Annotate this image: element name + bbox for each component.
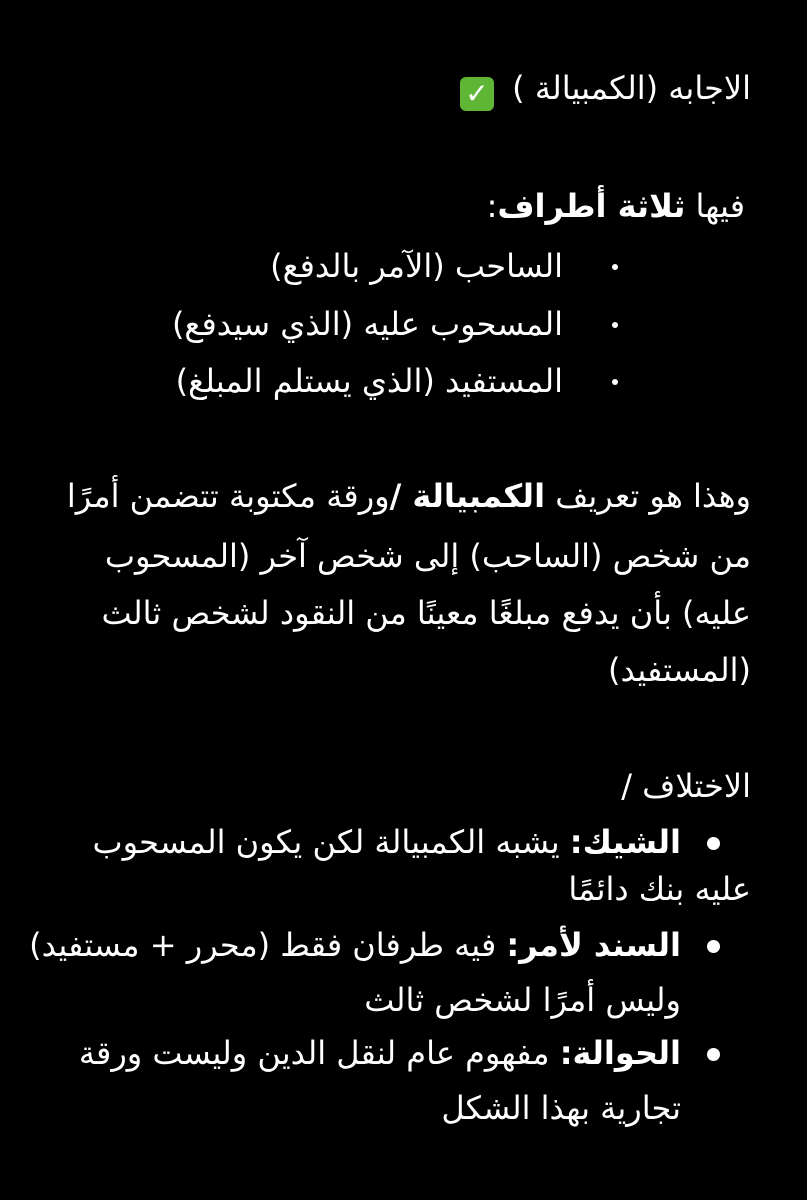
definition-line-1 <box>66 477 751 515</box>
difference-item-1-line-1 <box>92 823 682 861</box>
definition-prefix: وهذا هو تعريف <box>545 477 751 515</box>
list-bullet-icon <box>707 940 720 953</box>
definition-line-4: (المستفيد) <box>608 651 751 689</box>
difference-term: الحوالة: <box>559 1034 681 1072</box>
difference-item-2-line-1 <box>29 926 681 964</box>
difference-term: الشيك: <box>569 823 681 861</box>
list-bullet-icon <box>612 379 618 385</box>
parties-heading-prefix: فيها <box>685 187 745 225</box>
difference-term: السند لأمر: <box>506 926 681 964</box>
definition-line-3: عليه) بأن يدفع مبلغًا معينًا من النقود لشخص ثالث <box>101 594 751 632</box>
party-item: المستفيد (الذي يستلم المبلغ) <box>175 362 563 400</box>
list-bullet-icon <box>707 1048 720 1061</box>
party-item: الساحب (الآمر بالدفع) <box>270 247 563 285</box>
list-bullet-icon <box>707 837 720 850</box>
difference-text: فيه طرفان فقط (محرر + مستفيد) <box>29 926 507 964</box>
party-item: المسحوب عليه (الذي سيدفع) <box>171 305 563 343</box>
parties-heading <box>486 187 745 225</box>
list-bullet-icon <box>612 322 618 328</box>
definition-line-2: من شخص (الساحب) إلى شخص آخر (المسحوب <box>104 537 751 575</box>
difference-item-2-line-2: وليس أمرًا لشخص ثالث <box>364 981 681 1019</box>
answer-line <box>460 69 751 111</box>
difference-item-1-line-2: عليه بنك دائمًا <box>568 870 751 908</box>
list-bullet-icon <box>612 264 618 270</box>
difference-text: مفهوم عام لنقل الدين وليست ورقة <box>78 1034 560 1072</box>
definition-bold: الكمبيالة / <box>389 477 546 515</box>
differences-heading: الاختلاف / <box>621 767 751 805</box>
difference-text: يشبه الكمبيالة لكن يكون المسحوب <box>92 823 570 861</box>
answer-text: الاجابه (الكمبيالة ) <box>512 69 751 107</box>
difference-item-3-line-2: تجارية بهذا الشكل <box>441 1089 681 1127</box>
definition-line1-rest: ورقة مكتوبة تتضمن أمرًا <box>66 477 390 515</box>
parties-heading-bold: ثلاثة أطراف <box>497 187 686 225</box>
difference-item-3-line-1 <box>78 1034 681 1072</box>
check-mark-icon: ✓ <box>460 77 494 111</box>
parties-heading-suffix: : <box>486 187 498 225</box>
